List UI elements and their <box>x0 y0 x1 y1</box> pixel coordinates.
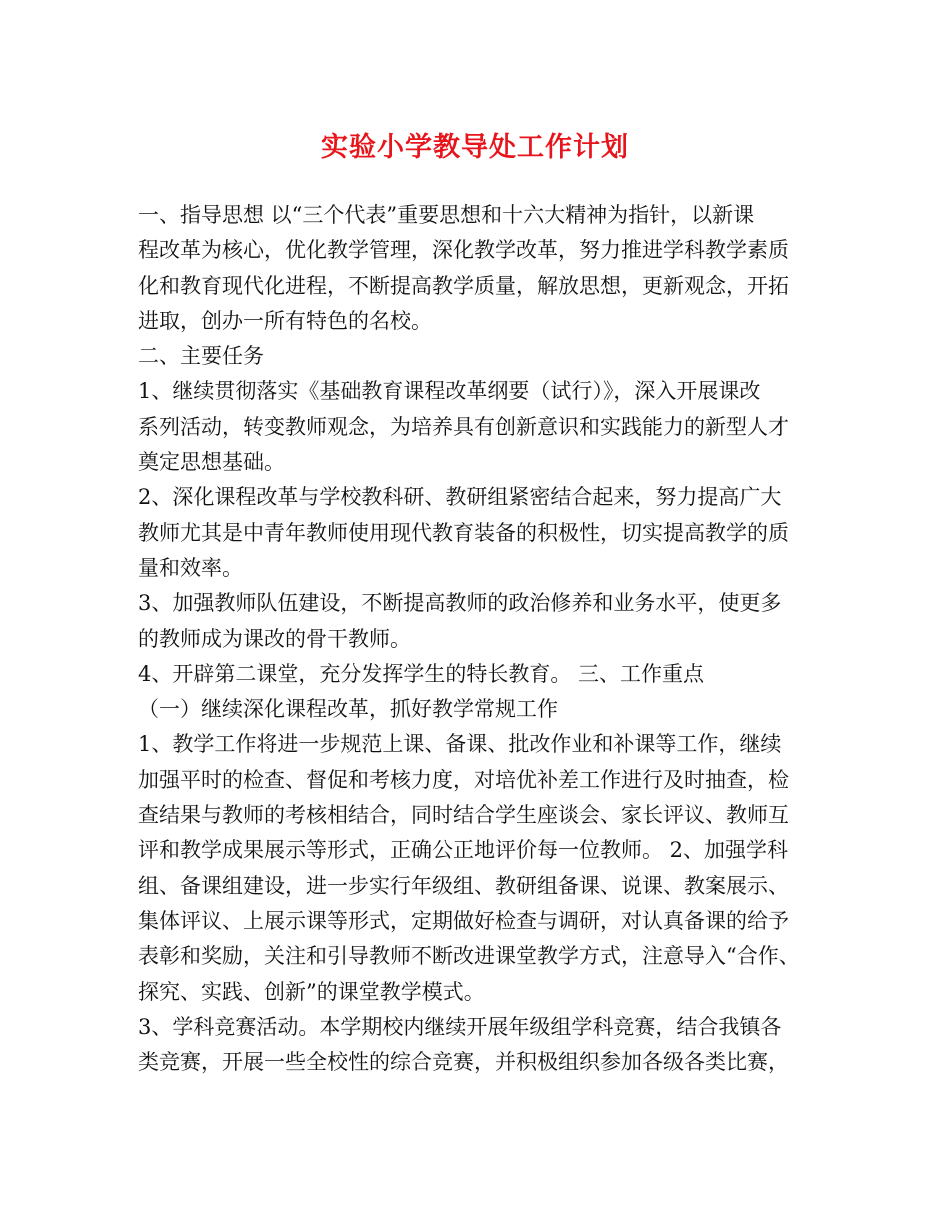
body-line: 探究、实践、创新”的课堂教学模式。 <box>138 979 485 1004</box>
body-line: 奠定思想基础。 <box>138 450 285 475</box>
body-line: 量和效率。 <box>138 555 243 580</box>
body-line: 加强平时的检查、督促和考核力度，对培优补差工作进行及时抽查，检 <box>138 767 789 792</box>
document-title: 实验小学教导处工作计划 <box>321 132 629 163</box>
body-line: 3、加强教师队伍建设，不断提高教师的政治修养和业务水平，使更多 <box>138 591 782 616</box>
body-line: 进取，创办一所有特色的名校。 <box>138 308 432 333</box>
body-line: 系列活动，转变教师观念，为培养具有创新意识和实践能力的新型人才 <box>138 414 789 439</box>
body-line: 评和教学成果展示等形式，正确公正地评价每一位教师。 2、加强学科 <box>138 838 789 863</box>
body-line: 3、学科竞赛活动。本学期校内继续开展年级组学科竞赛，结合我镇各 <box>138 1014 782 1039</box>
subsection-heading: （一）继续深化课程改革，抓好教学常规工作 <box>138 697 558 722</box>
body-line: 类竞赛，开展一些全校性的综合竞赛，并积极组织参加各级各类比赛， <box>138 1050 789 1075</box>
body-line: 一、指导思想 以“三个代表”重要思想和十六大精神为指针，以新课 <box>138 203 755 227</box>
document-body <box>138 198 828 1080</box>
body-line: 的教师成为课改的骨干教师。 <box>138 626 411 651</box>
body-line: 4、开辟第二课堂，充分发挥学生的特长教育。 三、工作重点 <box>138 661 705 686</box>
body-line: 表彰和奖励，关注和引导教师不断改进课堂教学方式，注意导入“合作、 <box>138 944 800 969</box>
body-line: 集体评议、上展示课等形式，定期做好检查与调研，对认真备课的给予 <box>138 908 789 933</box>
body-line: 组、备课组建设，进一步实行年级组、教研组备课、说课、教案展示、 <box>138 873 789 898</box>
body-line: 化和教育现代化进程，不断提高教学质量，解放思想，更新观念，开拓 <box>138 273 789 298</box>
body-line: 查结果与教师的考核相结合，同时结合学生座谈会、家长评议、教师互 <box>138 803 789 828</box>
body-line: 1、继续贯彻落实《基础教育课程改革纲要（试行）》，深入开展课改 <box>138 379 761 404</box>
body-line: 程改革为核心，优化教学管理，深化教学改革，努力推进学科教学素质 <box>138 238 789 263</box>
section-heading: 二、主要任务 <box>138 344 264 369</box>
body-line: 1、教学工作将进一步规范上课、备课、批改作业和补课等工作，继续 <box>138 732 782 757</box>
body-line: 2、深化课程改革与学校教科研、教研组紧密结合起来，努力提高广大 <box>138 485 782 510</box>
body-line: 教师尤其是中青年教师使用现代教育装备的积极性，切实提高教学的质 <box>138 520 789 545</box>
